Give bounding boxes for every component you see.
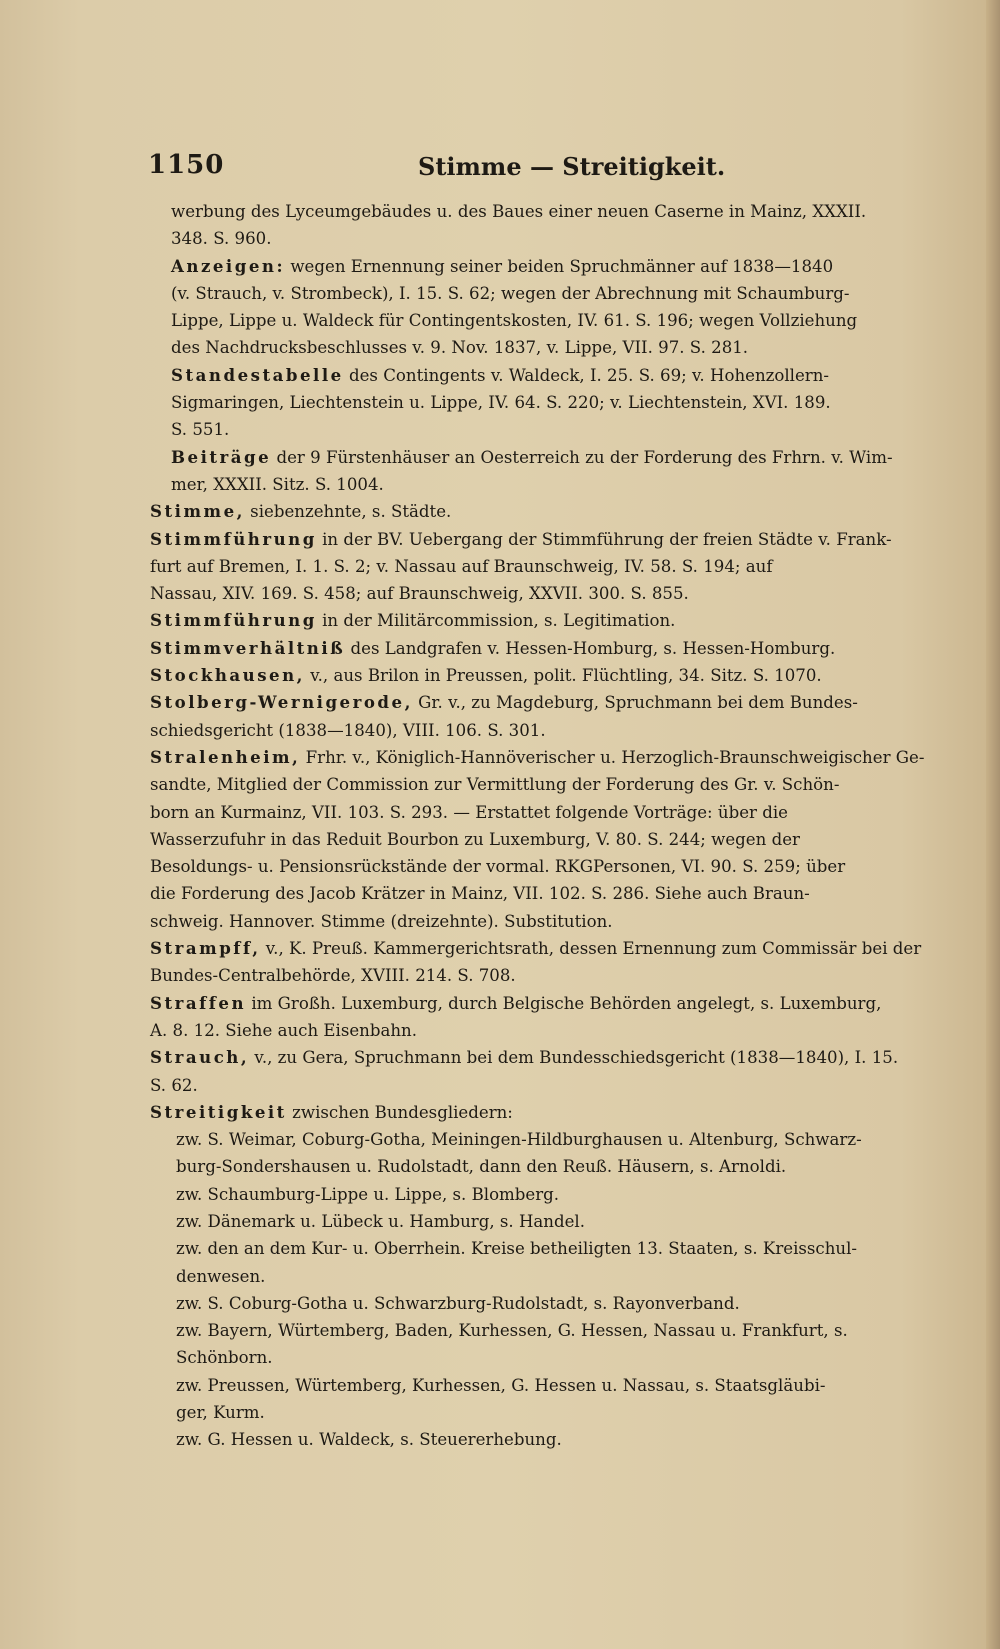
entry-line: [150, 607, 910, 634]
entry-line: [150, 962, 910, 989]
sub-entry: [150, 1208, 910, 1235]
entry-line: [150, 1072, 910, 1099]
entry-line: [150, 498, 910, 525]
entry-line: [171, 253, 910, 280]
sub-entry: [150, 1290, 910, 1317]
entry-line: [150, 662, 910, 689]
entry-line: [176, 1153, 910, 1180]
entry-text: zw. Schaumburg-Lippe u. Lippe, s. Blomberg.: [176, 1184, 560, 1204]
entry-text: v., aus Brilon in Preussen, polit. Flüchtling, 34. Sitz. S. 1070.: [304, 666, 822, 686]
entry-text: des Contingents v. Waldeck, I. 25. S. 69; v. Hohenzollern-: [343, 365, 830, 385]
entry-line: [150, 853, 910, 880]
index-entry: [150, 689, 910, 744]
entry-keyword: Stimmführung: [150, 610, 317, 631]
sub-entry: [150, 1181, 910, 1208]
entry-keyword: Streitigkeit: [150, 1101, 287, 1122]
sub-entry: [150, 1426, 910, 1453]
entry-keyword: Straffen: [150, 992, 247, 1013]
entry-line: [150, 526, 910, 553]
entry-line: [176, 1426, 910, 1453]
entry-line: [176, 1235, 910, 1262]
index-entry: [150, 935, 922, 990]
entry-text: des Landgrafen v. Hessen-Homburg, s. Hessen-Homburg.: [345, 638, 836, 658]
entry-keyword: Stimme,: [150, 501, 245, 522]
entry-line: [176, 1317, 910, 1344]
entry-line: [176, 1344, 910, 1371]
entry-text: S. 551.: [171, 420, 230, 440]
sub-entry: [150, 1317, 910, 1372]
entry-text: zw. den an dem Kur- u. Oberrhein. Kreise betheiligten 13. Staaten, s. Kreisschul-: [176, 1239, 857, 1259]
entry-line: [176, 1263, 910, 1290]
entry-text: siebenzehnte, s. Städte.: [244, 502, 452, 522]
entry-keyword: Standestabelle: [171, 364, 344, 385]
entry-keyword: Beiträge: [171, 446, 272, 467]
entry-text: zw. Bayern, Würtemberg, Baden, Kurhessen, G. Hessen, Nassau u. Frankfurt, s.: [176, 1321, 848, 1341]
running-title: Stimme — Streitigkeit.: [418, 152, 726, 181]
entry-text: born an Kurmainz, VII. 103. S. 293. — Erstattet folgende Vorträge: über die: [150, 802, 788, 822]
index-entry: [150, 198, 910, 253]
entry-line: [171, 362, 910, 389]
entry-line: [150, 880, 910, 907]
entry-text: in der BV. Uebergang der Stimmführung der freien Städte v. Frank-: [316, 529, 892, 549]
entry-text: Besoldungs- u. Pensionsrückstände der vormal. RKGPersonen, VI. 90. S. 259; über: [150, 857, 846, 877]
entry-text: S. 62.: [150, 1075, 198, 1095]
entry-line: [171, 280, 910, 307]
entry-line: [150, 1017, 910, 1044]
entry-text: des Nachdrucksbeschlusses v. 9. Nov. 1837, v. Lippe, VII. 97. S. 281.: [171, 338, 749, 358]
index-entry: [150, 662, 910, 689]
entry-line: [176, 1290, 910, 1317]
entry-text: wegen Ernennung seiner beiden Spruchmänner auf 1838—1840: [285, 256, 834, 276]
entry-line: [171, 389, 910, 416]
entry-text: Wasserzufuhr in das Reduit Bourbon zu Luxemburg, V. 80. S. 244; wegen der: [150, 829, 800, 849]
page-header: [148, 150, 908, 190]
entry-text: zw. S. Coburg-Gotha u. Schwarzburg-Rudolstadt, s. Rayonverband.: [176, 1293, 740, 1313]
entry-line: [176, 1399, 910, 1426]
index-entry: [150, 1099, 910, 1126]
entry-text: furt auf Bremen, I. 1. S. 2; v. Nassau auf Braunschweig, IV. 58. S. 194; auf: [150, 556, 773, 576]
entry-line: [150, 635, 910, 662]
entry-line: [150, 580, 910, 607]
entry-keyword: Strauch,: [150, 1047, 250, 1068]
entry-text: der 9 Fürstenhäuser an Oesterreich zu der Forderung des Frhrn. v. Wim-: [271, 447, 893, 467]
entry-line: [150, 744, 925, 771]
entry-keyword: Anzeigen:: [171, 255, 286, 276]
entry-line: [150, 1099, 910, 1126]
index-entries: [150, 198, 925, 1454]
entry-line: [150, 771, 910, 798]
entry-text: sandte, Mitglied der Commission zur Vermittlung der Forderung des Gr. v. Schön-: [150, 775, 840, 795]
entry-text: schweig. Hannover. Stimme (dreizehnte). Substitution.: [150, 911, 613, 931]
index-entry: [150, 635, 910, 662]
index-entry: [150, 526, 910, 608]
entry-line: [176, 1126, 910, 1153]
sub-entry: [150, 1235, 910, 1290]
entry-text: Sigmaringen, Liechtenstein u. Lippe, IV. 64. S. 220; v. Liechtenstein, XVI. 189.: [171, 393, 831, 413]
index-entry: [150, 1044, 910, 1099]
entry-text: burg-Sondershausen u. Rudolstadt, dann den Reuß. Häusern, s. Arnoldi.: [176, 1157, 787, 1177]
entry-text: in der Militärcommission, s. Legitimation.: [316, 611, 676, 631]
entry-keyword: Stimmverhältniß: [150, 637, 346, 658]
entry-line: [171, 198, 910, 225]
page-edge-shadow: [986, 0, 1000, 1649]
entry-text: die Forderung des Jacob Krätzer in Mainz, VII. 102. S. 286. Siehe auch Braun-: [150, 884, 810, 904]
entry-line: [171, 416, 910, 443]
entry-line: [176, 1208, 910, 1235]
page-number: 1150: [148, 150, 225, 180]
entry-line: [150, 799, 910, 826]
entry-text: zw. Dänemark u. Lübeck u. Hamburg, s. Handel.: [176, 1211, 586, 1231]
entry-line: [171, 334, 910, 361]
entry-line: [150, 826, 910, 853]
entry-keyword: Stralenheim,: [150, 746, 301, 767]
index-entry: [150, 498, 910, 525]
entry-line: [150, 990, 910, 1017]
entry-line: [150, 908, 910, 935]
sub-entry: [150, 1126, 910, 1181]
entry-text: v., zu Gera, Spruchmann bei dem Bundesschiedsgericht (1838—1840), I. 15.: [249, 1048, 899, 1068]
entry-line: [150, 689, 910, 716]
sub-entry: [150, 1372, 910, 1427]
entry-line: [150, 553, 910, 580]
entry-text: mer, XXXII. Sitz. S. 1004.: [171, 474, 384, 494]
entry-line: [171, 307, 910, 334]
entry-line: [150, 717, 910, 744]
entry-text: im Großh. Luxemburg, durch Belgische Behörden angelegt, s. Luxemburg,: [246, 993, 882, 1013]
entry-line: [171, 225, 910, 252]
entry-text: zwischen Bundesgliedern:: [286, 1102, 513, 1122]
entry-line: [171, 444, 910, 471]
entry-text: denwesen.: [176, 1266, 266, 1286]
index-entry: [150, 253, 910, 362]
entry-text: zw. G. Hessen u. Waldeck, s. Steuererhebung.: [176, 1430, 562, 1450]
entry-text: Lippe, Lippe u. Waldeck für Contingentskosten, IV. 61. S. 196; wegen Vollziehung: [171, 311, 858, 331]
entry-text: v., K. Preuß. Kammergerichtsrath, dessen Ernennung zum Commissär bei der: [260, 939, 922, 959]
entry-text: ger, Kurm.: [176, 1403, 265, 1423]
entry-line: [176, 1181, 910, 1208]
entry-text: zw. Preussen, Würtemberg, Kurhessen, G. Hessen u. Nassau, s. Staatsgläubi-: [176, 1375, 826, 1395]
entry-keyword: Stimmführung: [150, 528, 317, 549]
index-entry: [150, 362, 910, 444]
entry-text: Schönborn.: [176, 1348, 273, 1368]
entry-line: [171, 471, 910, 498]
index-entry: [150, 990, 910, 1045]
entry-text: Nassau, XIV. 169. S. 458; auf Braunschweig, XXVII. 300. S. 855.: [150, 584, 689, 604]
entry-line: [150, 935, 922, 962]
entry-text: 348. S. 960.: [171, 229, 272, 249]
entry-text: (v. Strauch, v. Strombeck), I. 15. S. 62; wegen der Abrechnung mit Schaumburg-: [171, 283, 850, 303]
entry-keyword: Stolberg-Wernigerode,: [150, 692, 413, 713]
entry-text: A. 8. 12. Siehe auch Eisenbahn.: [150, 1020, 418, 1040]
entry-text: schiedsgericht (1838—1840), VIII. 106. S. 301.: [150, 720, 546, 740]
entry-text: Bundes-Centralbehörde, XVIII. 214. S. 708.: [150, 966, 516, 986]
entry-text: Gr. v., zu Magdeburg, Spruchmann bei dem Bundes-: [412, 693, 858, 713]
entry-line: [150, 1044, 910, 1071]
entry-text: Frhr. v., Königlich-Hannöverischer u. Herzoglich-Braunschweigischer Ge-: [300, 747, 925, 767]
entry-keyword: Stockhausen,: [150, 665, 305, 686]
index-entry: [150, 607, 910, 634]
index-entry: [150, 744, 925, 935]
index-entry: [150, 444, 910, 499]
entry-line: [176, 1372, 910, 1399]
entry-text: zw. S. Weimar, Coburg-Gotha, Meiningen-Hildburghausen u. Altenburg, Schwarz-: [176, 1130, 862, 1150]
entry-text: werbung des Lyceumgebäudes u. des Baues einer neuen Caserne in Mainz, XXXII.: [171, 202, 867, 221]
entry-keyword: Strampff,: [150, 938, 261, 959]
